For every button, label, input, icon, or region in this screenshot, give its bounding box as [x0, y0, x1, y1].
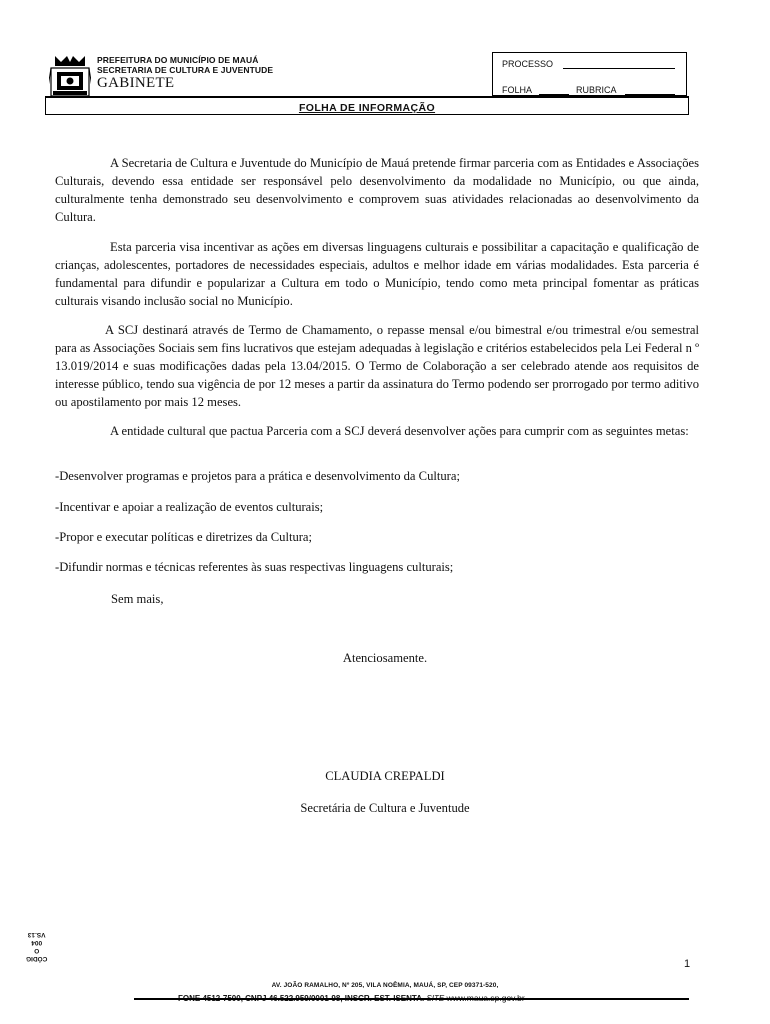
paragraph-1: A Secretaria de Cultura e Juventude do Município de Mauá pretende firmar parceria com as Entidades e Associações Culturais, devendo essa entidade ser responsável pelo desenvolvimento da modalidade no Município, ou que ainda, culturalmente tenha demonstrado seu desenvolvimento e comprovem suas atividades relacionadas ao desenvolvimento da Cultura. [55, 156, 699, 224]
page-number: 1 [684, 958, 691, 970]
footer-address: AV. JOÃO RAMALHO, Nº 205, VILA NOÊMIA, MAUÁ, SP, CEP 09371-520, [271, 982, 499, 989]
institution-name: PREFEITURA DO MUNICÍPIO DE MAUÁ [97, 55, 259, 65]
signatory-title: Secretária de Cultura e Juventude [300, 801, 470, 815]
goal-item: -Propor e executar políticas e diretrizes da Cultura; [55, 530, 313, 544]
document-code: CÓDIG O 004 VS.13 [26, 931, 48, 962]
rubrica-label: RUBRICA [576, 85, 617, 95]
municipal-coat-of-arms-logo [49, 54, 91, 98]
regards-text: Atenciosamente. [342, 651, 428, 665]
folha-blank [539, 94, 569, 95]
footer-rule [134, 998, 689, 1000]
paragraph-2: Esta parceria visa incentivar as ações em diversas linguagens culturais e possibilitar a capacitação e qualificação de crianças, adolescentes, portadores de necessidades especiais, adultos e melhor idade em várias modalidades. Esta parceria é fundamental para difundir e popularizar a Cultura em todo o Município, tendo como meta principal fomentar as práticas culturais visando inclusão social no Município. [55, 240, 699, 308]
closing-text: Sem mais, [111, 592, 164, 606]
goal-item: -Difundir normas e técnicas referentes às suas respectivas linguagens culturais; [55, 560, 454, 574]
processo-label: PROCESSO [502, 59, 554, 69]
folha-label: FOLHA [502, 85, 533, 95]
rubrica-blank [625, 94, 675, 95]
goal-item: -Incentivar e apoiar a realização de eventos culturais; [55, 500, 324, 514]
form-title-bar [45, 97, 689, 115]
paragraph-3: A SCJ destinará através de Termo de Chamamento, o repasse mensal e/ou bimestral e/ou trimestral e/ou semestral para as Associações Sociais sem fins lucrativos que estejam adequadas à legislação e critérios estabelecidos pela Lei Federal n º 13.019/2014 e suas modificações dadas pela 13.04/2015. O Termo de Colaboração a ser celebrado atende aos requisitos de interesse público, tendo sua vigência de por 12 meses a partir da assinatura do Termo podendo ser prorrogado por termo aditivo ou apostilamento por mais 12 meses. [55, 323, 699, 409]
signatory-name: CLAUDIA CREPALDI [325, 769, 445, 783]
processo-blank [563, 68, 675, 69]
secretariat-name: SECRETARIA DE CULTURA E JUVENTUDE [97, 65, 274, 75]
department-name: GABINETE [97, 75, 175, 91]
paragraph-4: A entidade cultural que pactua Parceria com a SCJ deverá desenvolver ações para cumprir com as seguintes metas: [110, 424, 689, 438]
goal-item: -Desenvolver programas e projetos para a prática e desenvolvimento da Cultura; [55, 469, 460, 483]
form-title: FOLHA DE INFORMAÇÃO [298, 102, 436, 114]
process-info-box [492, 52, 687, 96]
